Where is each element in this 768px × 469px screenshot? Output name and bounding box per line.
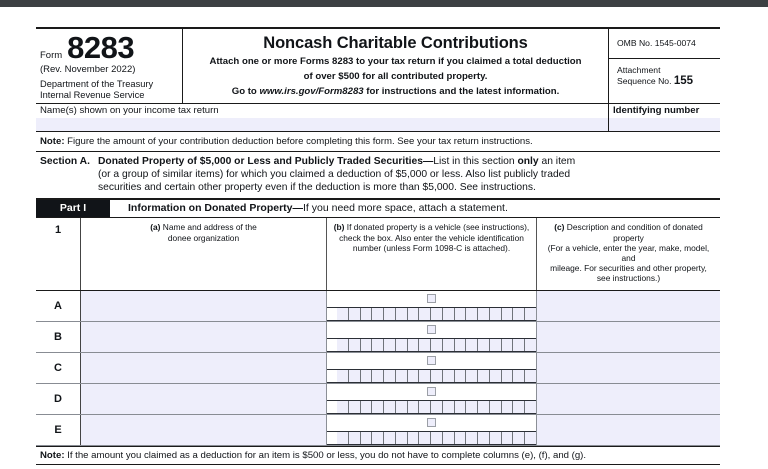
attachment-label: Attachment: [617, 65, 661, 75]
vin-character-box[interactable]: [349, 370, 361, 382]
vehicle-checkbox[interactable]: [427, 418, 436, 427]
vehicle-checkbox[interactable]: [427, 325, 436, 334]
vin-character-box[interactable]: [384, 401, 396, 413]
vin-character-box[interactable]: [337, 308, 349, 320]
donated-property-rows: [36, 291, 720, 446]
vin-character-box[interactable]: [361, 370, 373, 382]
vin-left-pad: [327, 432, 337, 444]
vin-character-box[interactable]: [337, 432, 349, 444]
vin-character-box[interactable]: [384, 432, 396, 444]
column-c-line-3: mileage. For securities and other property,: [550, 263, 707, 274]
vin-character-box[interactable]: [396, 370, 408, 382]
omb-block: [608, 29, 720, 103]
attachment-sequence-block: [609, 58, 720, 92]
column-b-line-3: number (unless Form 1098-C is attached).: [352, 242, 511, 253]
description-input[interactable]: [537, 384, 720, 414]
row-number-cell: [36, 218, 81, 289]
vin-character-box[interactable]: [419, 370, 431, 382]
form-title-block: [183, 29, 608, 103]
vin-character-box[interactable]: [525, 308, 536, 320]
part-one-heading: Information on Donated Property: [128, 202, 293, 215]
part-one-label: Part I: [36, 200, 110, 217]
vehicle-cell: [327, 322, 537, 352]
part-one-dash: —: [292, 202, 304, 215]
section-a-line-3: securities and certain other property even if the deduction is more than $5,000. See instructions.: [97, 181, 536, 193]
donee-name-address-input[interactable]: [81, 415, 327, 445]
table-row: [36, 353, 720, 384]
column-a-tag: (a): [150, 222, 161, 233]
top-note-text: Figure the amount of your contribution deduction before completing this form. See your tax return instructions.: [64, 136, 533, 147]
table-row: [36, 322, 720, 353]
description-input[interactable]: [537, 353, 720, 383]
column-b-header: [327, 218, 537, 289]
description-input[interactable]: [537, 291, 720, 321]
vin-character-box[interactable]: [384, 339, 396, 351]
taxpayer-identity-row: [36, 104, 720, 132]
vin-character-box[interactable]: [384, 308, 396, 320]
vin-character-box[interactable]: [419, 401, 431, 413]
vin-character-box[interactable]: [466, 370, 478, 382]
vin-character-box[interactable]: [396, 339, 408, 351]
identifying-number-label: Identifying number: [613, 105, 700, 116]
column-c-line-2: (For a vehicle, enter the year, make, model, and: [547, 242, 710, 263]
department-line-1: Department of the Treasury: [40, 79, 154, 89]
column-c-tag: (c): [554, 222, 565, 233]
vin-character-box[interactable]: [502, 370, 514, 382]
vin-character-box[interactable]: [349, 432, 361, 444]
row-letter: C: [36, 353, 81, 383]
vin-character-box[interactable]: [431, 401, 443, 413]
vin-character-box[interactable]: [372, 339, 384, 351]
form-subtitle-line-1: Attach one or more Forms 8283 to your tax return if you claimed a total deduction: [209, 56, 582, 67]
donee-name-address-input[interactable]: [81, 291, 327, 321]
vin-character-box[interactable]: [513, 401, 525, 413]
bottom-note: [36, 446, 720, 465]
vin-character-box[interactable]: [372, 370, 384, 382]
vin-character-box[interactable]: [502, 432, 514, 444]
vehicle-checkbox-zone: [327, 384, 536, 400]
vin-character-box[interactable]: [431, 432, 443, 444]
vin-character-box[interactable]: [525, 401, 536, 413]
form-identity-block: [36, 29, 183, 103]
form-word-label: Form: [40, 50, 63, 61]
page-title: Noncash Charitable Contributions: [263, 34, 528, 52]
donee-name-address-input[interactable]: [81, 353, 327, 383]
vehicle-checkbox-zone: [327, 322, 536, 338]
vin-character-box[interactable]: [443, 370, 455, 382]
vin-character-box[interactable]: [349, 401, 361, 413]
section-a-only-word: only: [517, 156, 539, 167]
row-letter: D: [36, 384, 81, 414]
vin-input[interactable]: [327, 338, 536, 352]
vin-character-box[interactable]: [443, 308, 455, 320]
vin-character-box[interactable]: [478, 401, 490, 413]
column-c-line-4: see instructions.): [596, 273, 661, 284]
table-row: [36, 291, 720, 322]
vin-character-box[interactable]: [455, 401, 467, 413]
column-a-line-1: Name and address of the: [160, 222, 257, 233]
vin-character-box[interactable]: [396, 432, 408, 444]
description-input[interactable]: [537, 415, 720, 445]
part-one-text: [110, 200, 508, 217]
vin-character-box[interactable]: [502, 339, 514, 351]
part-one-rest: If you need more space, attach a statement.: [303, 202, 508, 215]
vehicle-checkbox-zone: [327, 415, 536, 431]
vin-character-box[interactable]: [419, 432, 431, 444]
vehicle-cell: [327, 291, 537, 321]
section-a-line1-b: an item: [538, 156, 576, 167]
column-a-line-2: donee organization: [167, 232, 240, 243]
name-field-label: Name(s) shown on your income tax return: [40, 105, 219, 116]
vin-character-box[interactable]: [466, 339, 478, 351]
vin-character-box[interactable]: [443, 339, 455, 351]
table-row: [36, 384, 720, 415]
vin-character-box[interactable]: [396, 401, 408, 413]
vin-character-box[interactable]: [408, 339, 420, 351]
vin-character-box[interactable]: [478, 308, 490, 320]
vin-character-box[interactable]: [502, 308, 514, 320]
vin-character-box[interactable]: [408, 308, 420, 320]
identifying-number-cell[interactable]: [608, 104, 720, 131]
section-a-line-2: (or a group of similar items) for which you claimed a deduction of $5,000 or less. Also list publicly traded: [97, 168, 571, 180]
vin-character-box[interactable]: [431, 339, 443, 351]
vin-character-box[interactable]: [525, 339, 536, 351]
section-a-body: [98, 156, 575, 194]
top-note: [36, 132, 720, 152]
sequence-number: 155: [673, 75, 694, 87]
name-field-cell[interactable]: [36, 104, 608, 131]
column-b-line-1: If donated property is a vehicle (see instructions),: [344, 222, 530, 233]
department-line-2: Internal Revenue Service: [40, 89, 145, 100]
vin-character-box[interactable]: [408, 370, 420, 382]
section-a-dash: —: [423, 156, 434, 167]
vin-left-pad: [327, 339, 337, 351]
form-subtitle-line-2: of over $500 for all contributed property.: [303, 70, 488, 82]
identifying-number-input[interactable]: [609, 118, 720, 131]
section-a-line1-a: List in this section: [433, 156, 518, 167]
section-a: [36, 152, 720, 200]
table-row: [36, 415, 720, 446]
vehicle-checkbox-zone: [327, 291, 536, 307]
row-letter: E: [36, 415, 81, 445]
vin-character-box[interactable]: [419, 339, 431, 351]
vehicle-checkbox-zone: [327, 353, 536, 369]
row-letter: A: [36, 291, 81, 321]
vin-input[interactable]: [327, 400, 536, 414]
description-input[interactable]: [537, 322, 720, 352]
vin-character-box[interactable]: [372, 308, 384, 320]
row-letter: B: [36, 322, 81, 352]
vin-character-box[interactable]: [384, 370, 396, 382]
window-top-bar: [0, 0, 768, 7]
vin-character-box[interactable]: [525, 432, 536, 444]
vin-left-pad: [327, 401, 337, 413]
irs-url-link[interactable]: www.irs.gov/Form8283: [259, 86, 364, 97]
vin-left-pad: [327, 370, 337, 382]
vin-character-box[interactable]: [361, 401, 373, 413]
vin-character-box[interactable]: [361, 308, 373, 320]
vin-character-box[interactable]: [490, 401, 502, 413]
vin-character-box[interactable]: [455, 308, 467, 320]
vehicle-cell: [327, 384, 537, 414]
vin-character-box[interactable]: [466, 401, 478, 413]
vin-character-box[interactable]: [455, 339, 467, 351]
column-b-tag: (b): [333, 222, 345, 233]
vin-character-box[interactable]: [525, 370, 536, 382]
part-one-bar: [36, 200, 720, 218]
page-tail: [36, 465, 720, 469]
vin-character-box[interactable]: [455, 370, 467, 382]
vin-character-box[interactable]: [490, 339, 502, 351]
vin-character-box[interactable]: [349, 308, 361, 320]
vin-character-box[interactable]: [408, 401, 420, 413]
form-website-line: [187, 86, 604, 98]
vehicle-checkbox[interactable]: [427, 356, 436, 365]
vehicle-cell: [327, 415, 537, 445]
vin-character-box[interactable]: [478, 432, 490, 444]
vin-character-box[interactable]: [431, 370, 443, 382]
column-header-row: [36, 218, 720, 290]
vin-character-box[interactable]: [443, 401, 455, 413]
vin-character-box[interactable]: [490, 308, 502, 320]
donee-name-address-input[interactable]: [81, 322, 327, 352]
bottom-note-prefix: Note:: [40, 449, 65, 461]
vin-character-box[interactable]: [396, 308, 408, 320]
column-a-header: [81, 218, 327, 289]
name-input[interactable]: [36, 118, 608, 131]
vin-character-box[interactable]: [478, 370, 490, 382]
omb-number: OMB No. 1545-0074: [617, 38, 696, 48]
sequence-label: Sequence No.: [617, 76, 672, 86]
donee-name-address-input[interactable]: [81, 384, 327, 414]
line-number: 1: [54, 224, 62, 237]
column-c-header: [537, 218, 720, 289]
section-a-heading: Donated Property of $5,000 or Less and Publicly Traded Securities: [97, 156, 423, 167]
vin-character-box[interactable]: [337, 339, 349, 351]
vin-character-box[interactable]: [513, 432, 525, 444]
vehicle-cell: [327, 353, 537, 383]
top-note-prefix: Note:: [40, 136, 65, 147]
vin-character-box[interactable]: [513, 370, 525, 382]
vin-input[interactable]: [327, 307, 536, 321]
vin-character-box[interactable]: [513, 308, 525, 320]
vin-character-box[interactable]: [372, 432, 384, 444]
form-header: [36, 27, 720, 104]
vin-character-box[interactable]: [361, 339, 373, 351]
form-number: 8283: [67, 30, 135, 65]
vin-character-box[interactable]: [361, 432, 373, 444]
vin-character-box[interactable]: [337, 370, 349, 382]
vin-character-box[interactable]: [419, 308, 431, 320]
vin-character-box[interactable]: [513, 339, 525, 351]
bottom-note-text: If the amount you claimed as a deduction for an item is $500 or less, you do not have to complete columns (e), (f), and (g).: [64, 449, 587, 461]
vin-character-box[interactable]: [372, 401, 384, 413]
column-c-line-1: Description and condition of donated property: [564, 222, 703, 243]
vin-character-box[interactable]: [466, 308, 478, 320]
goto-suffix: for instructions and the latest information.: [363, 86, 560, 97]
vin-character-box[interactable]: [349, 339, 361, 351]
vin-character-box[interactable]: [490, 432, 502, 444]
vin-character-box[interactable]: [408, 432, 420, 444]
vehicle-checkbox[interactable]: [427, 387, 436, 396]
vin-character-box[interactable]: [478, 339, 490, 351]
form-revision-date: (Rev. November 2022): [40, 64, 136, 75]
column-b-line-2: check the box. Also enter the vehicle identification: [339, 232, 524, 243]
goto-prefix: Go to: [231, 86, 260, 97]
vin-character-box[interactable]: [466, 432, 478, 444]
form-page: [36, 27, 720, 469]
vin-left-pad: [327, 308, 337, 320]
vin-input[interactable]: [327, 369, 536, 383]
vin-character-box[interactable]: [502, 401, 514, 413]
vin-character-box[interactable]: [455, 432, 467, 444]
vin-character-box[interactable]: [443, 432, 455, 444]
vin-character-box[interactable]: [337, 401, 349, 413]
vehicle-checkbox[interactable]: [427, 294, 436, 303]
vin-character-box[interactable]: [490, 370, 502, 382]
vin-character-box[interactable]: [431, 308, 443, 320]
section-a-label: Section A.: [40, 156, 90, 167]
